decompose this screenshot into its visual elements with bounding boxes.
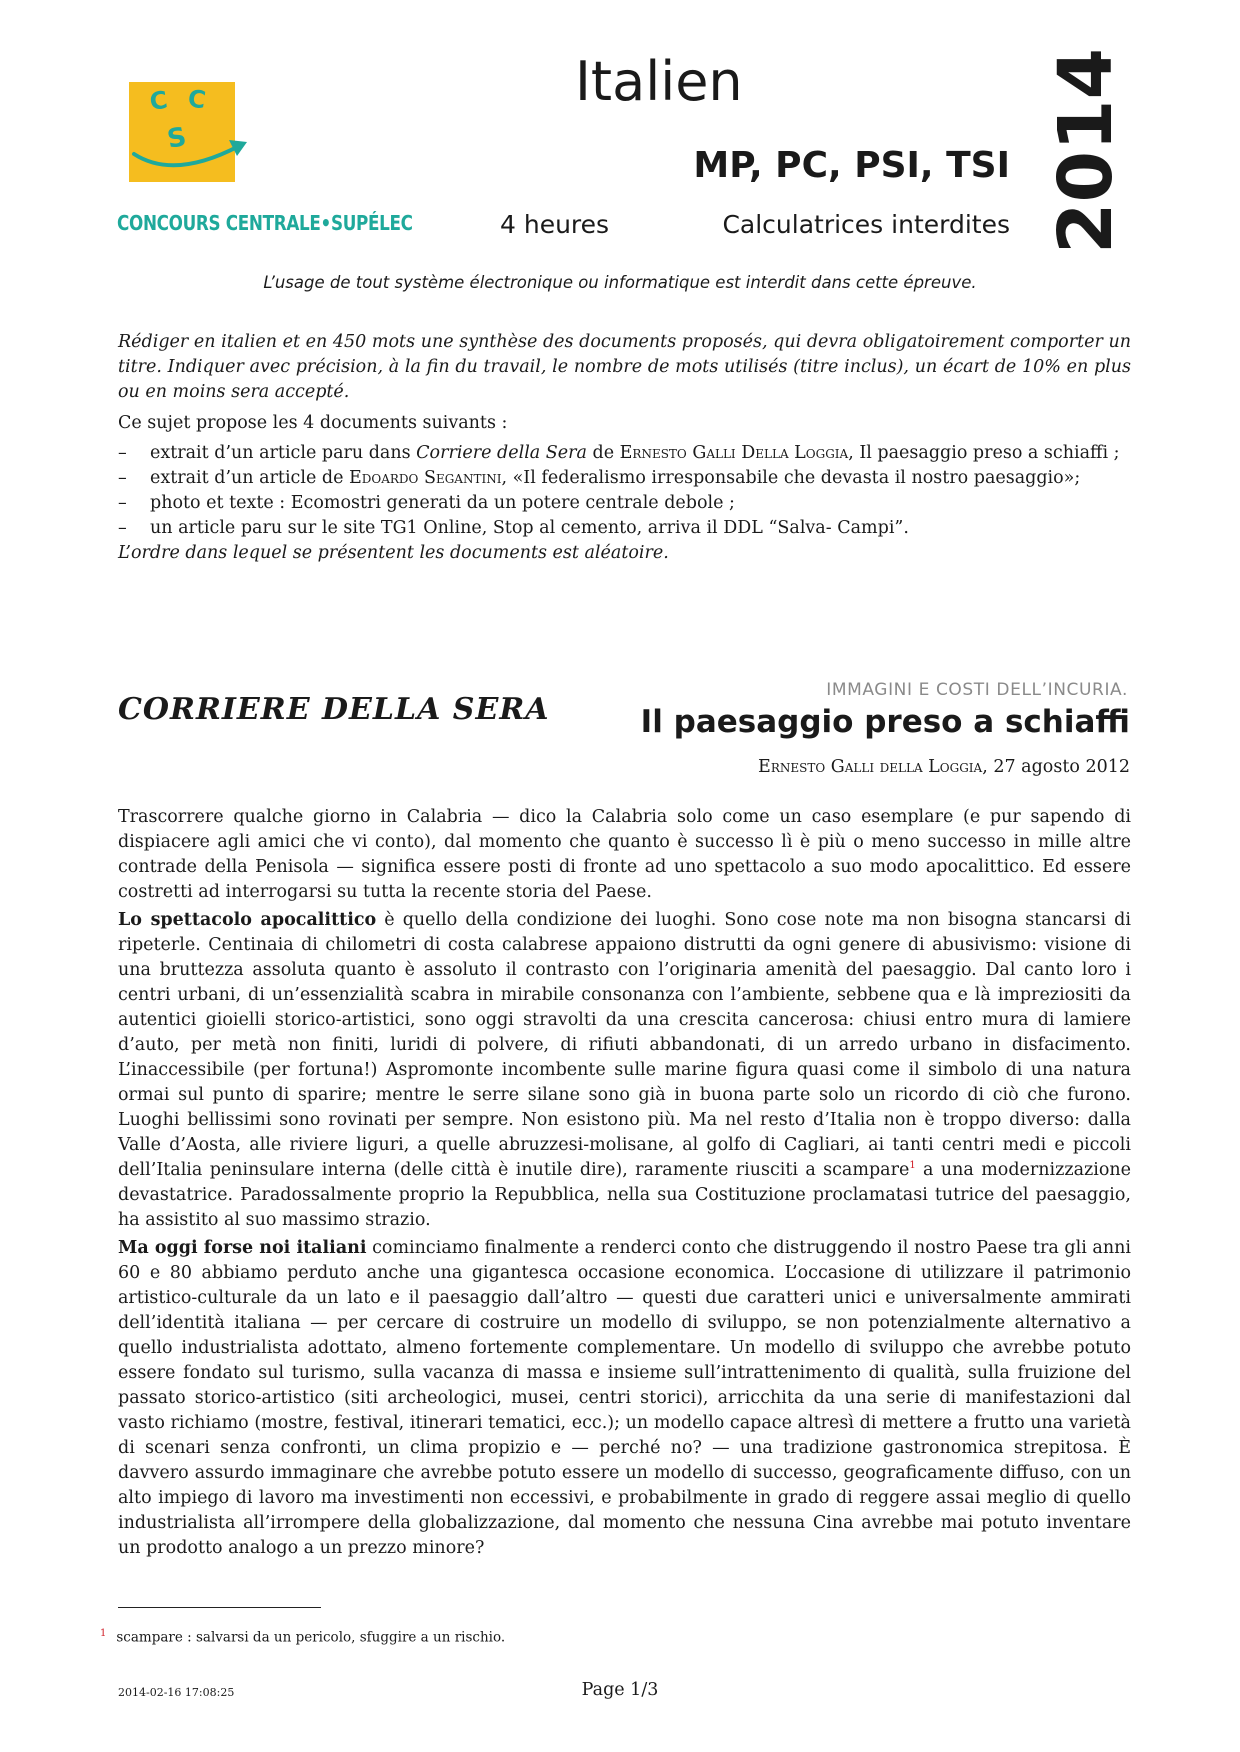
footnote-ref[interactable]: 1 <box>909 1160 916 1172</box>
logo-letter-c2: C <box>186 84 208 115</box>
instructions-text: Rédiger en italien et en 450 mots une synthèse des documents proposés, qui devra obligatoirement comporter un titre. Indiquer avec précision, à la fin du travail, le nombre de mots utilisés (titre inclus), un écart de 10% en plus ou en moins sera accepté. <box>118 332 1131 402</box>
document-item-1: – extrait d’un article paru dans Corriere della Sera de Ernesto Galli Della Loggia, Il paesaggio preso a schiaffi ; <box>118 443 1120 463</box>
document-list <box>118 441 1131 541</box>
concours-logo-icon <box>129 70 279 190</box>
newspaper-masthead: CORRIERE DELLA SERA <box>118 692 550 727</box>
exam-year-text: 2014 <box>1043 48 1129 254</box>
article-byline <box>758 757 1130 777</box>
exam-year <box>1016 48 1156 254</box>
logo-letter-s: S <box>165 122 189 155</box>
logo-wordmark: CONCOURS CENTRALE•SUPÉLEC <box>117 211 413 235</box>
byline-author: Ernesto Galli della Loggia <box>758 757 983 777</box>
document-item-4: – un article paru sur le site TG1 Online, Stop al cemento, arriva il DDL “Salva- Campi”. <box>118 518 909 538</box>
footnote-text: scampare : salvarsi da un pericolo, sfuggire a un rischio. <box>116 1629 506 1646</box>
calculator-notice: Calculatrices interdites <box>722 210 1010 239</box>
document-item-2: – extrait d’un article de Edoardo Segantini, «Il federalismo irresponsabile che devasta il nostro paesaggio»; <box>118 468 1081 488</box>
instructions <box>118 330 1131 566</box>
article-paragraph-3: Ma oggi forse noi italiani cominciamo finalmente a renderci conto che distruggendo il nostro Paese tra gli anni 60 e 80 abbiamo perduto anche una gigantesca occasione economica. L’occasione di utilizzare il patrimonio artistico-culturale da un lato e il paesaggio dall’altro — questi due caratteri unici e universalmente ammirati dell’identità italiana — per cercare di costruire un modello di sviluppo, se non potenzialmente alternativo a quello industrialista adottato, almeno fortemente complementare. Un modello di sviluppo che avrebbe potuto essere fondato sul turismo, sulla vacanza di massa e insieme sull’intrattenimento di qualità, sulla fruizione del passato storico-artistico (siti archeologici, musei, centri storici), arricchita da una serie di manifestazioni dal vasto richiamo (mostre, festival, itinerari tematici, ecc.); un modello capace altresì di mettere a frutto una varietà di scenari senza confronti, un clima propizio e — perché no? — una tradizione gastronomica strepitosa. È davvero assurdo immaginare che avrebbe potuto essere un modello di successo, geograficamente diffuso, con un alto impiego di lavoro ma investimenti non eccessivi, e probabilmente in grado di reggere assai meglio di quello industrialista all’irrompere della globalizzazione, dal momento che nessuna Cina avrebbe mai potuto inventare un prodotto analogo a un prezzo minore? <box>118 1238 1131 1558</box>
article-paragraph-2: Lo spettacolo apocalittico è quello della condizione dei luoghi. Sono cose note ma non bisogna stancarsi di ripeterle. Centinaia di chilometri di costa calabrese appaiono distrutti da ogni genere di abusivismo: visione di una bruttezza assoluta quanto è assoluto il contrasto con l’originaria amenità del paesaggio. Dal canto loro i centri urbani, di un’essenzialità scabra in mirabile consonanza con l’ambiente, sebbene qua e là impreziositi da autentici gioielli storico-artistici, sono oggi stravolti da una crescita cancerosa: chiusi entro mura di lamiere d’auto, per metà non finiti, luridi di polvere, di rifiuti abbandonati, di un arredo urbano in disfacimento. L’inaccessibile (per fortuna!) Aspromonte incombente sulle marine figura quasi come il simbolo di una natura ormai sul punto di sparire; mentre le serre silane sono già in buona parte solo un ricordo di ciò che furono. Luoghi bellissimi sono rovinati per sempre. Non esistono più. Ma nel resto d’Italia non è troppo diverso: dalla Valle d’Aosta, alle riviere liguri, a quelle abruzzesi-molisane, al golfo di Cagliari, ai tanti centri medi e piccoli dell’Italia peninsulare interna (delle città è inutile dire), raramente riusciti a scampare$^1$ a una modernizzazione devastatrice. Paradossalmente proprio la Repubblica, nella sua Costituzione proclamatasi tutrice del paesaggio, ha assistito al suo massimo strazio. <box>118 910 1131 1230</box>
article-paragraph-1: Trascorrere qualche giorno in Calabria — dico la Calabria solo come un caso esemplare (e pur sapendo di dispiacere agli amici che vi conto), dal momento che quanto è successo lì è più o meno successo in mille altre contrade della Penisola — significa essere posti di fronte ad uno spettacolo a suo modo apocalittico. Ed essere costretti ad interrogarsi su tutta la recente storia del Paese. <box>118 807 1131 902</box>
document-item-3: – photo et texte : Ecomostri generati da un potere centrale debole ; <box>118 493 735 513</box>
exam-duration: 4 heures <box>500 210 610 239</box>
article-kicker: IMMAGINI E COSTI DELL’INCURIA. <box>826 680 1128 700</box>
article-title: Il paesaggio preso a schiaffi <box>640 704 1130 740</box>
usage-notice: L’usage de tout système électronique ou informatique est interdit dans cette épreuve. <box>263 273 977 292</box>
logo-letter-c1: C <box>147 85 170 116</box>
footnote-mark: 1 <box>100 1628 107 1639</box>
byline-date: , 27 agosto 2012 <box>982 757 1130 777</box>
print-timestamp: 2014-02-16 17:08:25 <box>118 1686 235 1699</box>
order-note: L’ordre dans lequel se présentent les documents est aléatoire. <box>118 543 669 563</box>
subject-title: Italien <box>575 50 743 113</box>
page-number: Page 1/3 <box>581 1680 659 1700</box>
footnote <box>100 1628 505 1646</box>
document-list-intro: Ce sujet propose les 4 documents suivants : <box>118 413 508 433</box>
article-body <box>118 805 1131 1564</box>
exam-series: MP, PC, PSI, TSI <box>693 145 1010 186</box>
footnote-divider <box>118 1607 321 1608</box>
